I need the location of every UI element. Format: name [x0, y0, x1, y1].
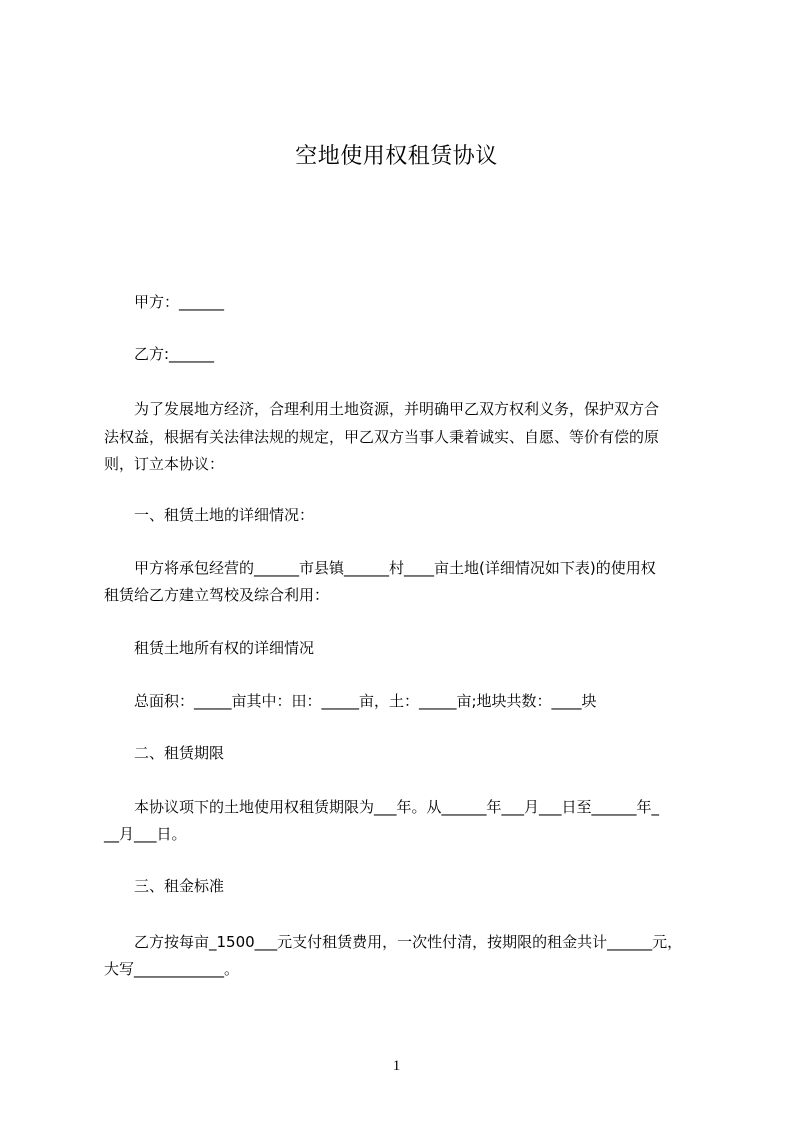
- party-a-line: 甲方：______: [104, 293, 225, 311]
- page-number: 1: [392, 1058, 401, 1074]
- section-2-heading: 二、租赁期限: [104, 744, 225, 762]
- section-2-text-line-1: 本协议项下的土地使用权租赁期限为___年。从______年___月___日至______年_: [104, 798, 660, 816]
- preamble-line-2: 法权益，根据有关法律法规的规定，甲乙双方当事人秉着诚实、自愿、等价有偿的原: [104, 428, 660, 446]
- preamble-line-1: 为了发展地方经济，合理利用土地资源，并明确甲乙双方权利义务，保护双方合: [104, 400, 660, 418]
- land-area-line: 总面积：_____亩其中：田：_____亩，土：_____亩;地块共数：____块: [104, 692, 597, 710]
- party-b-line: 乙方:______: [104, 345, 215, 363]
- preamble-line-3: 则，订立本协议：: [104, 455, 225, 473]
- section-1-heading: 一、租赁土地的详细情况：: [104, 506, 315, 524]
- document-title: 空地使用权租赁协议: [295, 144, 498, 169]
- section-2-text-line-2: __月___日。: [104, 825, 187, 843]
- section-3-text-line-1: 乙方按每亩_1500___元支付租赁费用，一次性付清，按期限的租金共计______元，: [104, 933, 683, 951]
- section-1-text-line-1: 甲方将承包经营的______市县镇______村____亩土地(详细情况如下表)的使用权: [104, 559, 656, 577]
- land-details-heading: 租赁土地所有权的详细情况: [104, 639, 315, 657]
- section-1-text-line-2: 租赁给乙方建立驾校及综合利用：: [104, 586, 330, 604]
- section-3-text-line-2: 大写____________。: [104, 960, 240, 978]
- section-3-heading: 三、租金标准: [104, 877, 225, 895]
